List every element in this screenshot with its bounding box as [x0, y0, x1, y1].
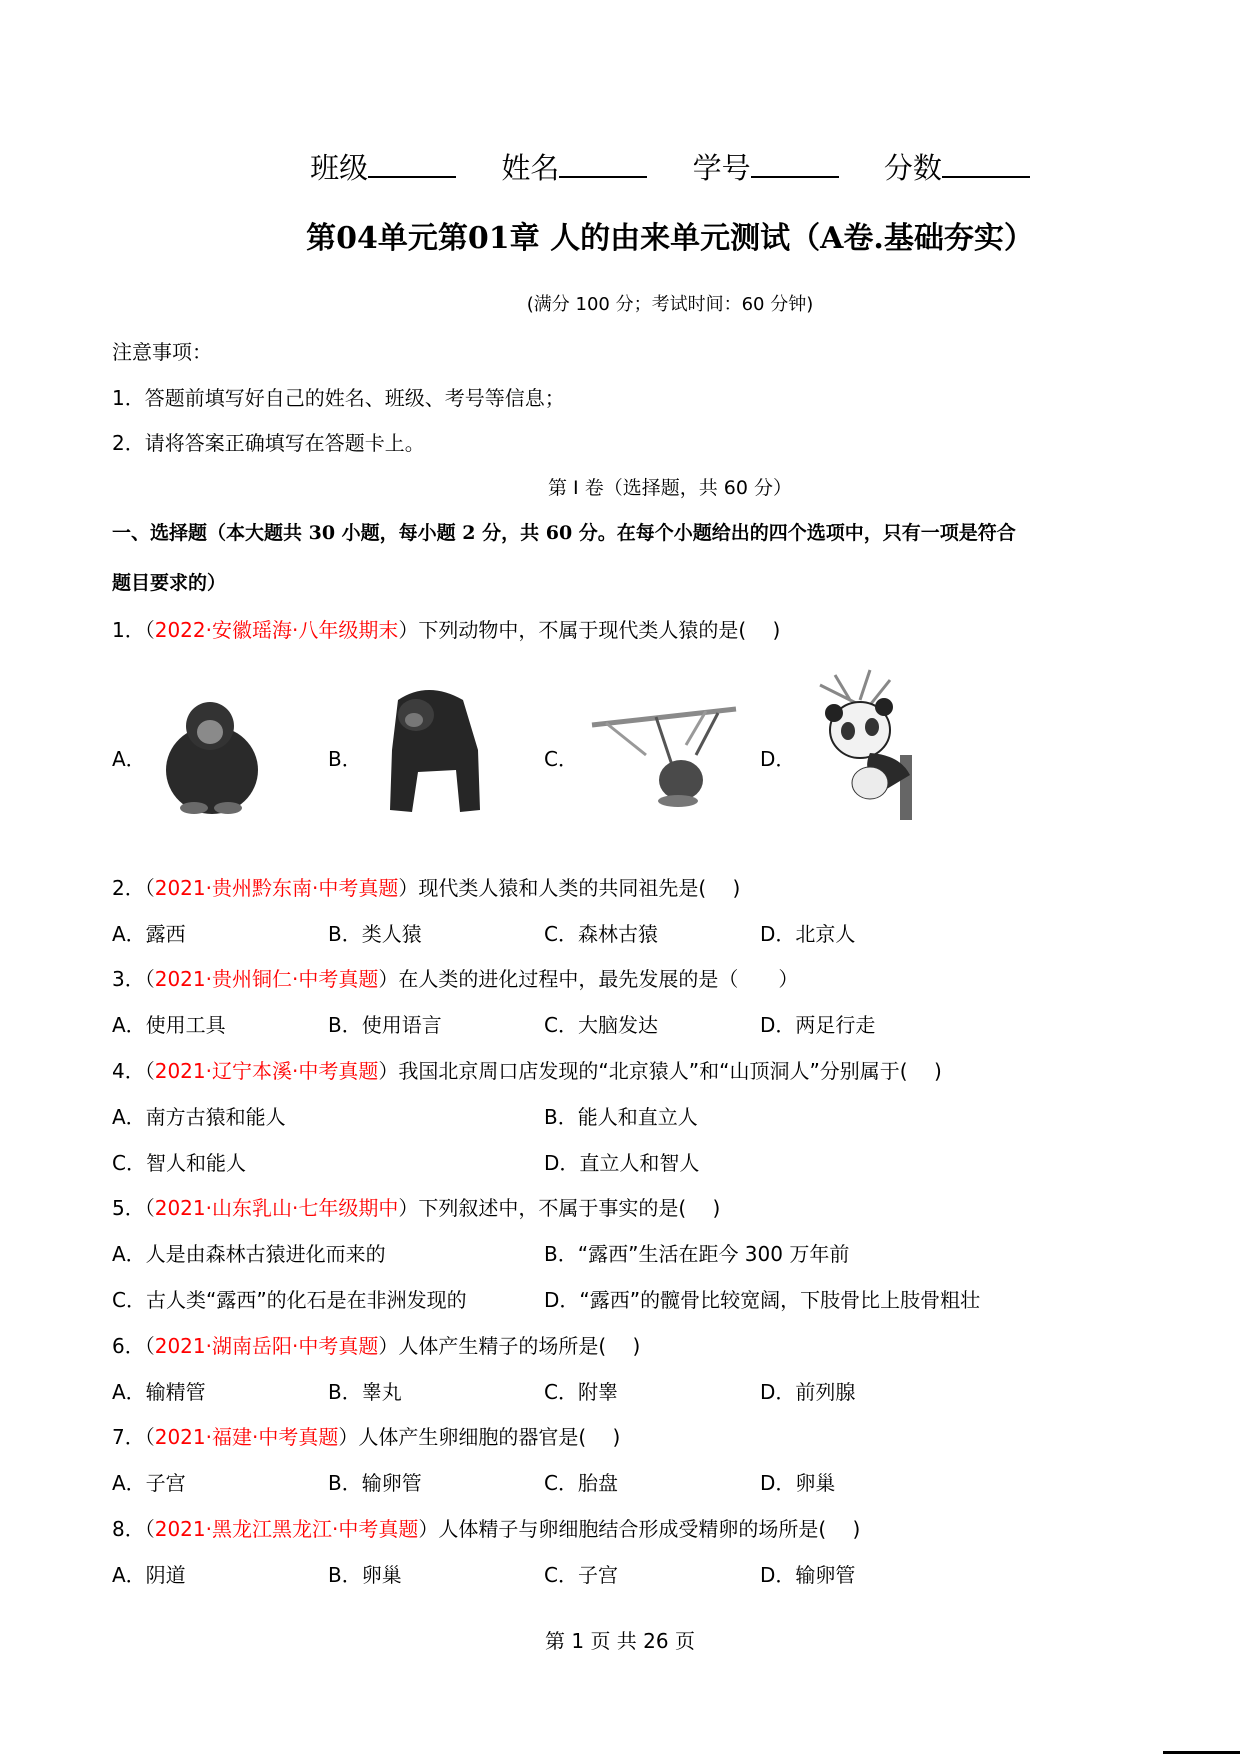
option-d[interactable]: D． [760, 747, 796, 771]
notes-heading: 注意事项： [112, 340, 212, 364]
option-c[interactable]: C．子宫 [544, 1563, 618, 1587]
option-c[interactable]: C．森林古猿 [544, 922, 658, 946]
question-2: 2．（2021·贵州黔东南·中考真题）现代类人猿和人类的共同祖先是( ) [112, 876, 741, 900]
option-d[interactable]: D．输卵管 [760, 1563, 856, 1587]
student-id-field: 学号 [693, 146, 839, 187]
option-c[interactable]: C．古人类“露西”的化石是在非洲发现的 [112, 1288, 467, 1312]
option-b[interactable]: B．睾丸 [328, 1380, 402, 1404]
page-number: 第 1 页 共 26 页 [545, 1629, 695, 1653]
class-field: 班级 [310, 146, 456, 187]
option-d[interactable]: D．两足行走 [760, 1013, 876, 1037]
option-a[interactable]: A．人是由森林古猿进化而来的 [112, 1242, 386, 1266]
option-a[interactable]: A．南方古猿和能人 [112, 1105, 286, 1129]
option-a[interactable]: A．使用工具 [112, 1013, 226, 1037]
option-d[interactable]: D．前列腺 [760, 1380, 856, 1404]
option-b[interactable]: B．卵巢 [328, 1563, 402, 1587]
option-a[interactable]: A．阴道 [112, 1563, 186, 1587]
option-c[interactable]: C．附睾 [544, 1380, 618, 1404]
panda-image [800, 665, 930, 820]
note-item: 1．答题前填写好自己的姓名、班级、考号等信息； [112, 386, 565, 410]
option-a[interactable]: A．露西 [112, 922, 186, 946]
volume-title: 第 I 卷（选择题，共 60 分） [548, 477, 792, 499]
question-4: 4．（2021·辽宁本溪·中考真题）我国北京周口店发现的“北京猿人”和“山顶洞人”分别属于( ) [112, 1059, 942, 1083]
option-b[interactable]: B．使用语言 [328, 1013, 442, 1037]
score-blank [942, 150, 1030, 178]
student-info-line [0, 146, 1240, 187]
option-b[interactable]: B．“露西”生活在距今 300 万年前 [544, 1242, 850, 1266]
question-source: 2021·山东乳山·七年级期中 [154, 1196, 399, 1220]
part-title: 一、选择题（本大题共 30 小题，每小题 2 分，共 60 分。在每个小题给出的四个选项中，只有一项是符合 [112, 522, 1016, 544]
gorilla-image [368, 680, 498, 822]
option-c[interactable]: C．大脑发达 [544, 1013, 658, 1037]
option-b[interactable]: B． [328, 747, 362, 771]
question-source: 2021·黑龙江黑龙江·中考真题 [154, 1517, 419, 1541]
question-6: 6．（2021·湖南岳阳·中考真题）人体产生精子的场所是( ) [112, 1334, 641, 1358]
question-source: 2021·湖南岳阳·中考真题 [154, 1334, 379, 1358]
question-8: 8．（2021·黑龙江黑龙江·中考真题）人体精子与卵细胞结合形成受精卵的场所是( ) [112, 1517, 861, 1541]
question-source: 2021·贵州铜仁·中考真题 [154, 967, 379, 991]
question-7: 7．（2021·福建·中考真题）人体产生卵细胞的器官是( ) [112, 1425, 621, 1449]
score-field: 分数 [884, 146, 1030, 187]
option-c[interactable]: C．胎盘 [544, 1471, 618, 1495]
question-source: 2021·福建·中考真题 [154, 1425, 339, 1449]
question-source: 2022·安徽瑶海·八年级期末 [154, 618, 399, 642]
gibbon-image [586, 695, 742, 815]
option-a[interactable]: A．子宫 [112, 1471, 186, 1495]
question-source: 2021·辽宁本溪·中考真题 [154, 1059, 379, 1083]
question-1: 1．（2022·安徽瑶海·八年级期末）下列动物中，不属于现代类人猿的是( ) [112, 618, 781, 642]
page-title: 第04单元第01章 人的由来单元测试（A卷.基础夯实） [306, 221, 1034, 256]
part-title-cont: 题目要求的） [112, 572, 227, 594]
question-source: 2021·贵州黔东南·中考真题 [154, 876, 399, 900]
class-blank [368, 150, 456, 178]
option-b[interactable]: B．能人和直立人 [544, 1105, 698, 1129]
question-5: 5．（2021·山东乳山·七年级期中）下列叙述中，不属于事实的是( ) [112, 1196, 721, 1220]
option-d[interactable]: D．直立人和智人 [544, 1151, 700, 1175]
option-c[interactable]: C． [544, 747, 578, 771]
option-d[interactable]: D．北京人 [760, 922, 856, 946]
option-d[interactable]: D．卵巢 [760, 1471, 836, 1495]
student-id-blank [751, 150, 839, 178]
name-blank [559, 150, 647, 178]
option-c[interactable]: C．智人和能人 [112, 1151, 246, 1175]
option-a[interactable]: A． [112, 747, 146, 771]
question-3: 3．（2021·贵州铜仁·中考真题）在人类的进化过程中，最先发展的是（ ） [112, 967, 799, 991]
option-a[interactable]: A．输精管 [112, 1380, 206, 1404]
chimpanzee-image [152, 690, 270, 818]
option-b[interactable]: B．类人猿 [328, 922, 422, 946]
name-field: 姓名 [501, 146, 647, 187]
option-d[interactable]: D．“露西”的髋骨比较宽阔，下肢骨比上肢骨粗壮 [544, 1288, 981, 1312]
option-b[interactable]: B．输卵管 [328, 1471, 422, 1495]
note-item: 2．请将答案正确填写在答题卡上。 [112, 431, 425, 455]
exam-info: (满分 100 分；考试时间：60 分钟) [526, 294, 814, 315]
